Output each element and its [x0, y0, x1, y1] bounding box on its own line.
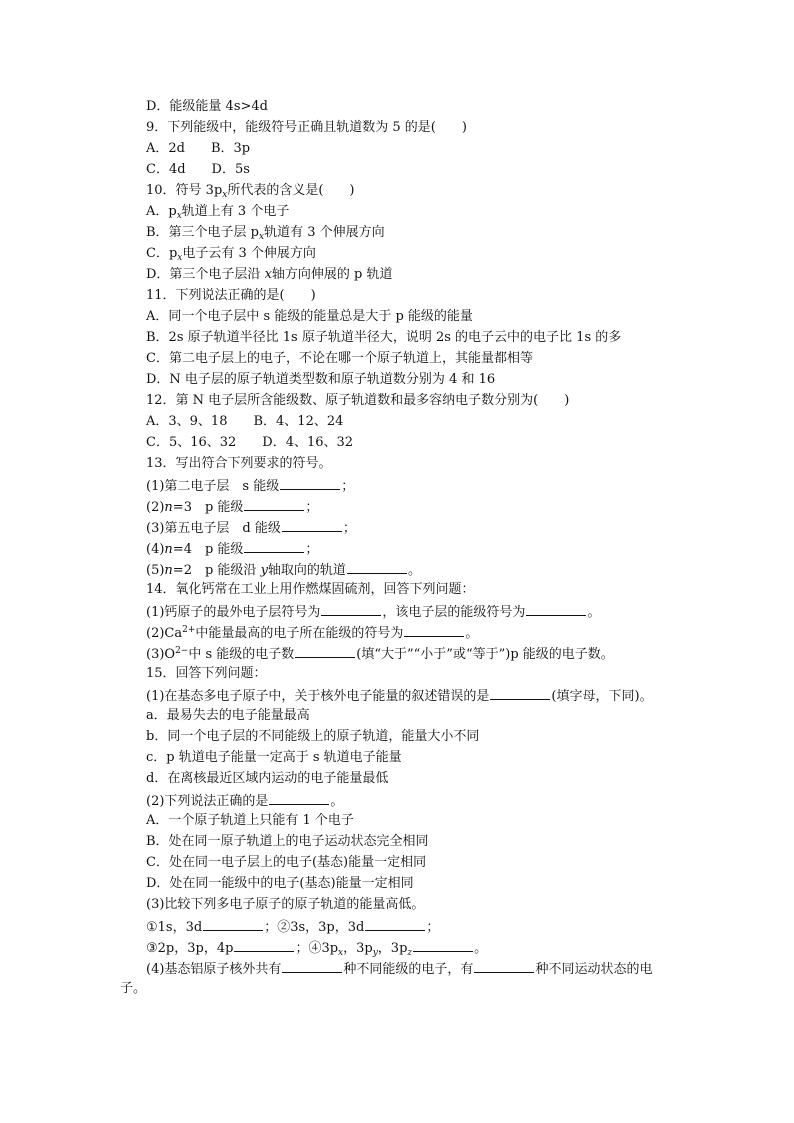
text: 。 [587, 605, 601, 620]
text: D．处在同一能级中的电子(基态)能量一定相同 [146, 876, 414, 891]
option-line [146, 139, 694, 159]
text: a．最易失去的电子能量最高 [146, 708, 310, 723]
text: A．2d B．3p [146, 141, 251, 156]
text: 轴取向的轨道 [267, 563, 346, 578]
answer-blank[interactable] [490, 685, 550, 700]
text: ； [341, 479, 355, 494]
option-line [146, 244, 694, 264]
text: B．2s 原子轨道半径比 1s 原子轨道半径大，说明 2s 的电子云中的电子比 1s 的多 [146, 330, 622, 345]
text: 种不同运动状态的电 [535, 962, 653, 977]
option-line [146, 265, 694, 285]
text: 12．第 N 电子层所含能级数、原子轨道数和最多容纳电子数分别为( ) [146, 393, 570, 408]
option-line [146, 748, 694, 768]
text: A．p [146, 204, 177, 219]
text: 15．回答下列问题： [146, 666, 267, 681]
answer-blank[interactable] [282, 517, 342, 532]
text: 。 [330, 794, 344, 809]
text: ；②3s，3p，3d [264, 920, 365, 935]
text: (1)第二电子层 s 能级 [146, 479, 280, 494]
option-line [146, 223, 694, 243]
text: (填字母，下同)。 [551, 689, 653, 704]
option-line [146, 433, 694, 453]
subscript: y [372, 948, 378, 958]
question-10 [146, 181, 694, 201]
answer-blank[interactable] [474, 958, 534, 973]
option-line [146, 769, 694, 789]
text: 所代表的含义是( ) [227, 183, 355, 198]
text: 轨道上有 3 个电子 [181, 204, 290, 219]
text: ，3p [377, 941, 408, 956]
italic-var: n [164, 563, 173, 578]
answer-blank[interactable] [282, 958, 342, 973]
sub-question [146, 685, 694, 705]
answer-blank[interactable] [295, 643, 355, 658]
option-line [146, 727, 694, 747]
option-line [146, 160, 694, 180]
answer-blank[interactable] [234, 937, 294, 952]
italic-var: n [164, 500, 173, 515]
option-line [146, 853, 694, 873]
text: b．同一个电子层的不同能级上的原子轨道，能量大小不同 [146, 729, 480, 744]
subscript: x [259, 232, 265, 242]
text: ，3p [343, 941, 373, 956]
text: A．3、9、18 B．4、12、24 [146, 414, 344, 429]
sub-question [146, 916, 694, 936]
text: =4 p 能级 [172, 542, 244, 557]
sub-question [146, 790, 694, 810]
text: 。 [474, 941, 488, 956]
text: ； [305, 500, 319, 515]
question-15 [146, 664, 694, 684]
answer-blank[interactable] [526, 601, 586, 616]
sub-question [146, 517, 694, 537]
text: =3 p 能级 [172, 500, 244, 515]
italic-var: y [260, 563, 268, 578]
question-9 [146, 118, 694, 138]
subscript: x [222, 190, 228, 200]
text: 轨道有 3 个伸展方向 [264, 225, 385, 240]
text: ； [305, 542, 319, 557]
italic-var: n [164, 542, 173, 557]
text: ，该电子层的能级符号为 [382, 605, 526, 620]
text: 子。 [120, 981, 147, 996]
text: ； [426, 920, 440, 935]
text: (5) [146, 563, 165, 578]
answer-blank[interactable] [365, 916, 425, 931]
answer-blank[interactable] [413, 937, 473, 952]
text: (3)比较下列多电子原子的原子轨道的能量高低。 [146, 897, 425, 912]
option-line [146, 412, 694, 432]
text: C．处在同一电子层上的电子(基态)能量一定相同 [146, 855, 427, 870]
text: 电子云有 3 个伸展方向 [182, 246, 316, 261]
option-line [146, 307, 694, 327]
answer-blank[interactable] [203, 916, 263, 931]
text: (2)下列说法正确的是 [146, 794, 269, 809]
text: 13．写出符合下列要求的符号。 [146, 456, 332, 471]
text: d．在离核最近区域内运动的电子能量最低 [146, 771, 389, 786]
answer-blank[interactable] [347, 559, 407, 574]
sub-question [146, 958, 694, 978]
subscript: x [338, 948, 344, 958]
text: D．第三个电子层沿 [146, 267, 265, 282]
text: (填“大于”“小于”或“等于”)p 能级的电子数。 [356, 647, 614, 662]
option-line [146, 874, 694, 894]
text: 9．下列能级中，能级符号正确且轨道数为 5 的是( ) [146, 120, 467, 135]
option-line [146, 832, 694, 852]
option-line [146, 328, 694, 348]
subscript: x [177, 253, 183, 263]
question-13 [146, 454, 694, 474]
sub-question [146, 475, 694, 495]
sub-question [146, 937, 694, 957]
question-11 [146, 286, 694, 306]
text: 中能量最高的电子所在能级的符号为 [195, 626, 404, 641]
question-12 [146, 391, 694, 411]
sub-question [146, 559, 694, 579]
text: (1)在基态多电子原子中，关于核外电子能量的叙述错误的是 [146, 689, 490, 704]
text: 。 [465, 626, 479, 641]
text: 轴方向伸展的 p 轨道 [271, 267, 393, 282]
text: (2) [146, 500, 165, 515]
text: 中 s 能级的电子数 [188, 647, 295, 662]
answer-blank[interactable] [321, 601, 381, 616]
superscript: 2+ [182, 625, 196, 635]
text: C．4d D．5s [146, 162, 250, 177]
sub-question [146, 601, 694, 621]
text: B．处在同一原子轨道上的电子运动状态完全相同 [146, 834, 429, 849]
text: =2 p 能级沿 [172, 563, 261, 578]
sub-question [146, 538, 694, 558]
text: D．能级能量 4s>4d [146, 99, 268, 114]
answer-blank[interactable] [404, 622, 464, 637]
subscript: x [176, 211, 182, 221]
text: C．第二电子层上的电子，不论在哪一个原子轨道上，其能量都相等 [146, 351, 533, 366]
text: 10．符号 3p [146, 183, 223, 198]
text: 14．氧化钙常在工业上用作燃煤固硫剂，回答下列问题： [146, 582, 475, 597]
text: A．同一个电子层中 s 能级的能量总是大于 p 能级的能量 [146, 309, 473, 324]
option-line [146, 811, 694, 831]
text: 11．下列说法正确的是( ) [146, 288, 316, 303]
text: B．第三个电子层 p [146, 225, 260, 240]
option-line [146, 97, 694, 117]
text: (3)O [146, 647, 176, 662]
text: C．5、16、32 D．4、16、32 [146, 435, 354, 450]
text: D．N 电子层的原子轨道类型数和原子轨道数分别为 4 和 16 [146, 372, 496, 387]
continuation-line [120, 979, 694, 999]
text: (3)第五电子层 d 能级 [146, 521, 281, 536]
sub-question [146, 643, 694, 663]
text: A．一个原子轨道上只能有 1 个电子 [146, 813, 354, 828]
option-line [146, 349, 694, 369]
superscript: 2− [175, 646, 189, 656]
italic-var: x [264, 267, 272, 282]
text: (4)基态铝原子核外共有 [146, 962, 282, 977]
sub-question [146, 622, 694, 642]
option-line [146, 202, 694, 222]
option-line [146, 370, 694, 390]
text: ； [342, 521, 356, 536]
answer-blank[interactable] [280, 475, 340, 490]
answer-blank[interactable] [244, 496, 304, 511]
text: (2)Ca [146, 626, 183, 641]
text: c．p 轨道电子能量一定高于 s 轨道电子能量 [146, 750, 402, 765]
text: ；④3p [295, 941, 339, 956]
text: (1)钙原子的最外电子层符号为 [146, 605, 321, 620]
text: 种不同能级的电子，有 [343, 962, 474, 977]
answer-blank[interactable] [244, 538, 304, 553]
text: ①1s，3d [146, 920, 203, 935]
text: 。 [407, 563, 421, 578]
option-line [146, 706, 694, 726]
subscript: z [407, 948, 413, 958]
answer-blank[interactable] [269, 790, 329, 805]
text: C．p [146, 246, 178, 261]
text: ③2p，3p，4p [146, 941, 234, 956]
sub-question [146, 496, 694, 516]
question-14 [146, 580, 694, 600]
text: (4) [146, 542, 165, 557]
sub-question [146, 895, 694, 915]
